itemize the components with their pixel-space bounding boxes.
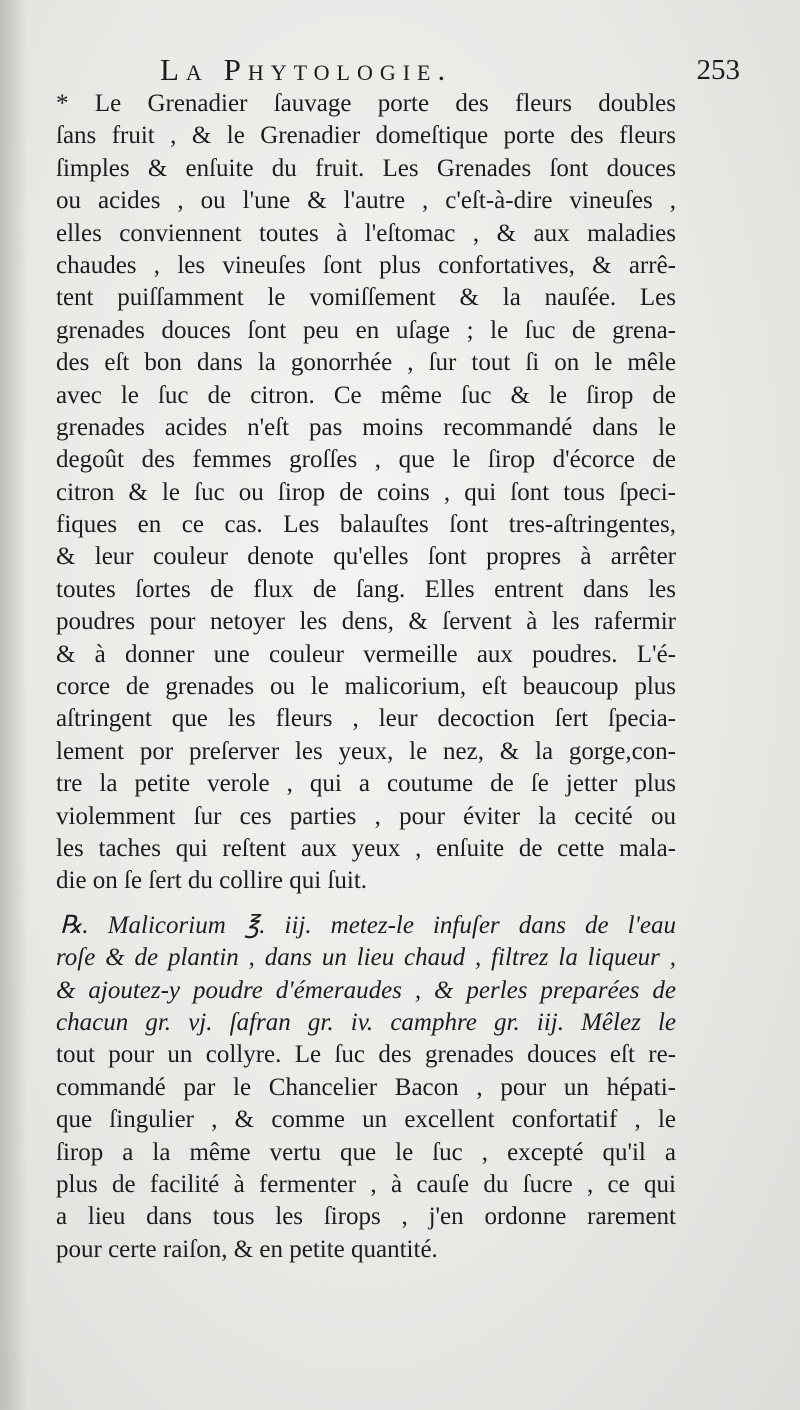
text-line: degoût des femmes groſſes , que le ſirop d'écorce de <box>56 446 676 474</box>
text-line: des eſt bon dans la gonorrhée , ſur tout ſi on le mêle <box>56 349 676 377</box>
text-line: citron & le ſuc ou ſirop de coins , qui ſont tous ſpeci- <box>56 478 676 506</box>
text-line: fiques en ce cas. Les balauſtes ſont tres-aſtringentes, <box>56 511 676 539</box>
text-line: * Le Grenadier ſauvage porte des fleurs doubles <box>56 90 676 117</box>
text-line: poudres pour netoyer les dens, & ſervent à les rafermir <box>56 608 676 636</box>
recipe-line: & ajoutez-y poudre d'émeraudes , & perles preparées de <box>56 976 676 1004</box>
text-line: que ſingulier , & comme un excellent confortatif , le <box>56 1106 676 1134</box>
text-line: tent puiſſamment le vomiſſement & la nauſée. Les <box>56 284 676 312</box>
text-line: & leur couleur denote qu'elles ſont propres à arrêter <box>56 543 676 571</box>
body-text <box>56 88 676 1266</box>
recipe-line: ℞. Malicorium ℥. iij. metez-le infuſer dans de l'eau <box>60 911 676 939</box>
paragraph-gap <box>56 898 676 910</box>
page-number: 253 <box>696 54 740 86</box>
text-line: violemment ſur ces parties , pour éviter la cecité ou <box>56 802 676 830</box>
text-line: commandé par le Chancelier Bacon , pour un hépati- <box>56 1073 676 1101</box>
text-line: les taches qui reſtent aux yeux , enſuite de cette mala- <box>56 834 676 862</box>
text-line: toutes ſortes de flux de ſang. Elles entrent dans les <box>56 575 676 603</box>
text-line: die on ſe ſert du collire qui ſuit. <box>56 867 368 895</box>
text-line: tre la petite verole , qui a coutume de ſe jetter plus <box>56 770 676 798</box>
text-line: ou acides , ou l'une & l'autre , c'eſt-à-dire vineuſes , <box>56 187 676 215</box>
running-title: La Phytologie. <box>160 52 453 87</box>
recipe-line: chacun gr. vj. ſafran gr. iv. camphre gr. iij. Mêlez le <box>56 1008 676 1036</box>
text-line: ſimples & enſuite du fruit. Les Grenades ſont douces <box>56 154 676 182</box>
text-line: a lieu dans tous les ſirops , j'en ordonne rarement <box>56 1203 676 1231</box>
text-line: lement por preſerver les yeux, le nez, & la gorge,con- <box>56 737 676 765</box>
recipe-line: roſe & de plantin , dans un lieu chaud , filtrez la liqueur , <box>56 944 676 972</box>
text-line: grenades douces ſont peu en uſage ; le ſuc de grena- <box>56 316 676 344</box>
text-line: avec le ſuc de citron. Ce même ſuc & le ſirop de <box>56 381 676 409</box>
text-line: ſans fruit , & le Grenadier domeſtique porte des fleurs <box>56 122 676 150</box>
text-line: chaudes , les vineuſes ſont plus confortatives, & arrê- <box>56 251 676 279</box>
text-line: plus de facilité à fermenter , à cauſe du ſucre , ce qui <box>56 1170 676 1198</box>
text-line: ſirop a la même vertu que le ſuc , excepté qu'il a <box>56 1138 676 1166</box>
text-line: corce de grenades ou le malicorium, eſt beaucoup plus <box>56 673 676 701</box>
text-line: pour certe raiſon, & en petite quantité. <box>56 1235 438 1263</box>
text-line: tout pour un collyre. Le ſuc des grenades douces eſt re- <box>56 1041 676 1069</box>
text-line: & à donner une couleur vermeille aux poudres. L'é- <box>56 640 676 668</box>
text-line: elles conviennent toutes à l'eſtomac , & aux maladies <box>56 219 676 247</box>
text-line: aſtringent que les fleurs , leur decoction ſert ſpecia- <box>56 705 676 733</box>
text-line: grenades acides n'eſt pas moins recommandé dans le <box>56 413 676 441</box>
page-gutter-shadow <box>0 0 28 1410</box>
